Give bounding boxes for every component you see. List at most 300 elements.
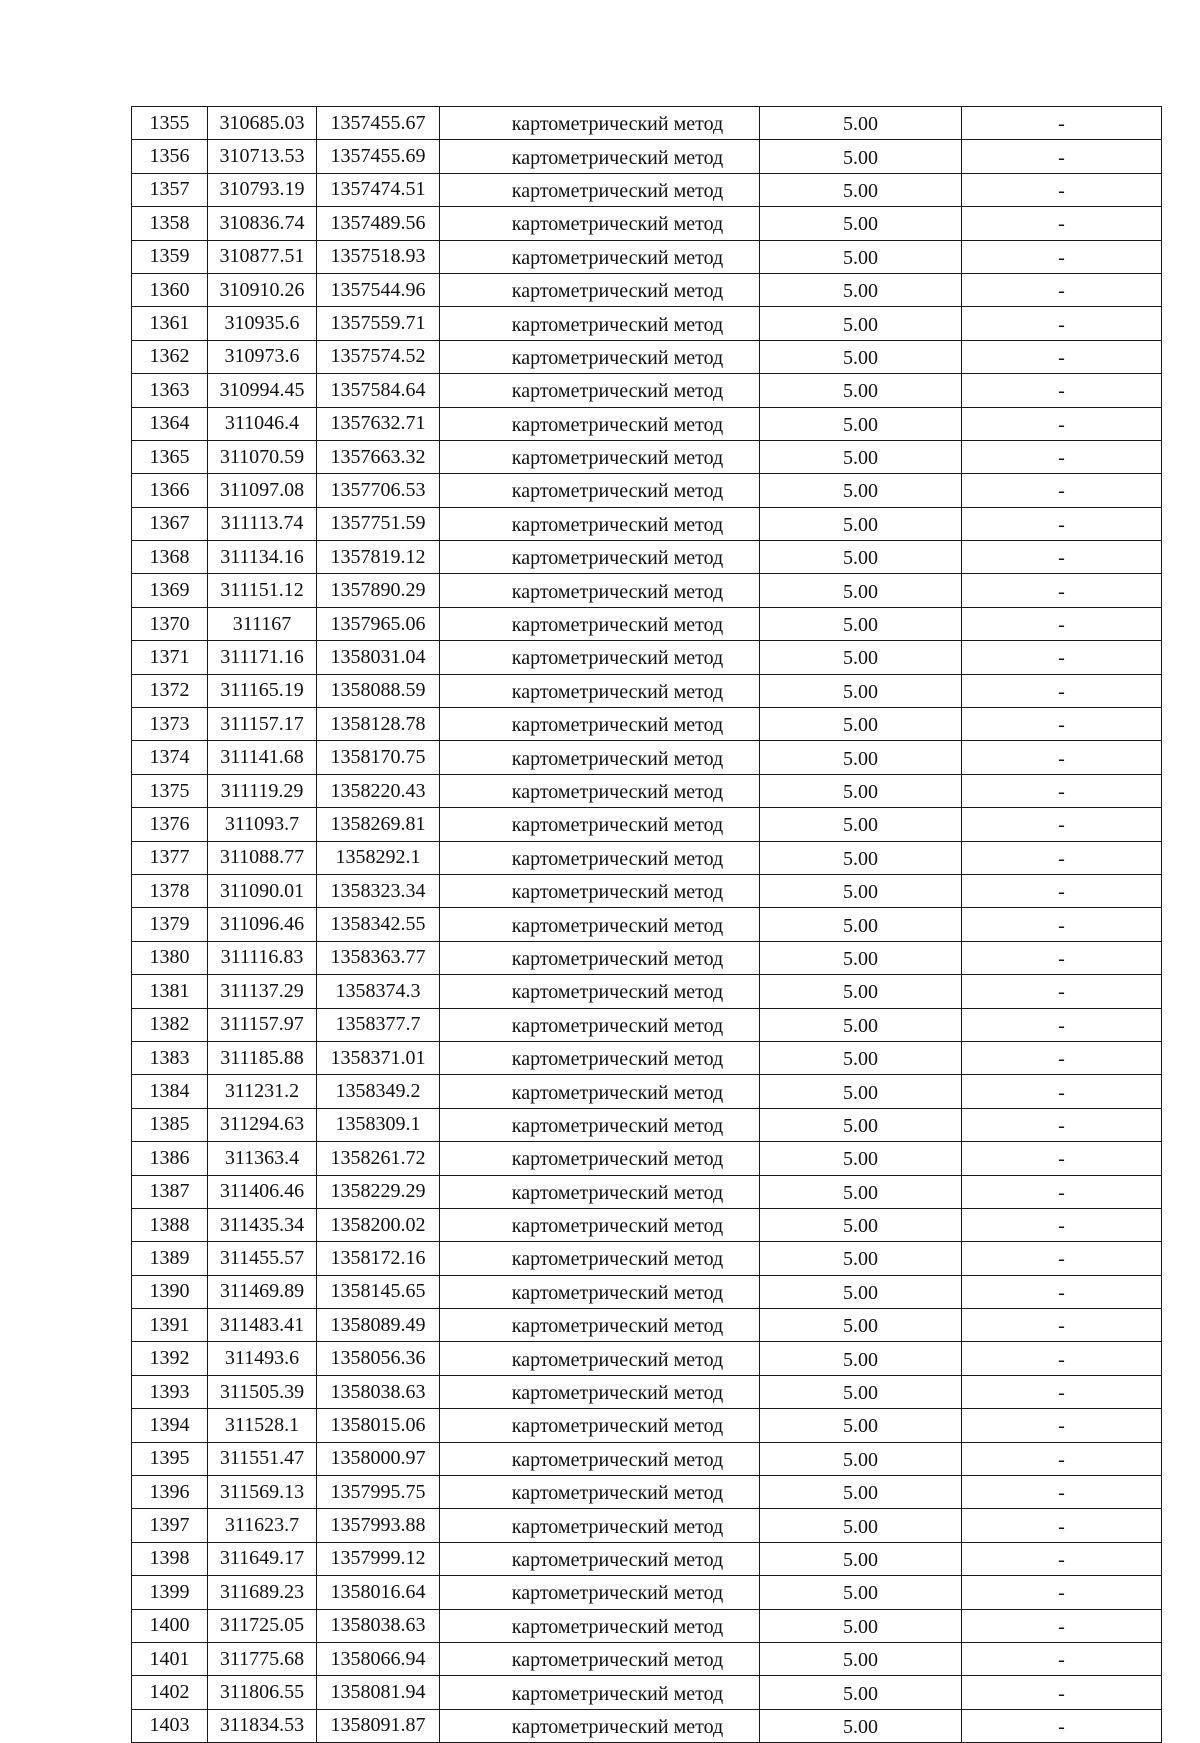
y-coordinate-cell: 1358220.43: [317, 774, 440, 807]
x-coordinate-cell: 311231.2: [208, 1075, 317, 1108]
y-coordinate-cell: 1358031.04: [317, 641, 440, 674]
y-coordinate-cell: 1358200.02: [317, 1208, 440, 1241]
y-coordinate-cell: 1357584.64: [317, 374, 440, 407]
table-row: [132, 207, 1162, 240]
x-coordinate-cell: 311096.46: [208, 908, 317, 941]
table-row: [132, 1309, 1162, 1342]
accuracy-cell: 5.00: [760, 240, 962, 273]
note-cell: -: [962, 107, 1162, 140]
table-row: [132, 1642, 1162, 1675]
x-coordinate-cell: 310973.6: [208, 340, 317, 373]
x-coordinate-cell: 311167: [208, 607, 317, 640]
note-cell: -: [962, 908, 1162, 941]
table-row: [132, 407, 1162, 440]
note-cell: -: [962, 1442, 1162, 1475]
point-number-cell: 1368: [132, 541, 208, 574]
accuracy-cell: 5.00: [760, 1041, 962, 1074]
table-row: [132, 1275, 1162, 1308]
method-cell: картометрический метод: [440, 1041, 760, 1074]
point-number-cell: 1384: [132, 1075, 208, 1108]
point-number-cell: 1382: [132, 1008, 208, 1041]
note-cell: -: [962, 1242, 1162, 1275]
point-number-cell: 1362: [132, 340, 208, 373]
accuracy-cell: 5.00: [760, 808, 962, 841]
accuracy-cell: 5.00: [760, 641, 962, 674]
table-row: [132, 1609, 1162, 1642]
method-cell: картометрический метод: [440, 307, 760, 340]
point-number-cell: 1364: [132, 407, 208, 440]
note-cell: -: [962, 1175, 1162, 1208]
x-coordinate-cell: 311483.41: [208, 1309, 317, 1342]
y-coordinate-cell: 1358128.78: [317, 708, 440, 741]
method-cell: картометрический метод: [440, 574, 760, 607]
x-coordinate-cell: 311116.83: [208, 941, 317, 974]
note-cell: -: [962, 1008, 1162, 1041]
note-cell: -: [962, 941, 1162, 974]
method-cell: картометрический метод: [440, 1609, 760, 1642]
y-coordinate-cell: 1357965.06: [317, 607, 440, 640]
note-cell: -: [962, 273, 1162, 306]
table-row: [132, 1075, 1162, 1108]
table-row: [132, 1542, 1162, 1575]
x-coordinate-cell: 310836.74: [208, 207, 317, 240]
y-coordinate-cell: 1358091.87: [317, 1709, 440, 1742]
table-row: [132, 440, 1162, 473]
y-coordinate-cell: 1358172.16: [317, 1242, 440, 1275]
table-row: [132, 641, 1162, 674]
table-row: [132, 1008, 1162, 1041]
accuracy-cell: 5.00: [760, 140, 962, 173]
table-row: [132, 340, 1162, 373]
method-cell: картометрический метод: [440, 1476, 760, 1509]
accuracy-cell: 5.00: [760, 440, 962, 473]
point-number-cell: 1357: [132, 173, 208, 206]
point-number-cell: 1356: [132, 140, 208, 173]
x-coordinate-cell: 311806.55: [208, 1676, 317, 1709]
x-coordinate-cell: 311528.1: [208, 1409, 317, 1442]
x-coordinate-cell: 311623.7: [208, 1509, 317, 1542]
table-row: [132, 874, 1162, 907]
point-number-cell: 1370: [132, 607, 208, 640]
y-coordinate-cell: 1357559.71: [317, 307, 440, 340]
note-cell: -: [962, 1709, 1162, 1742]
accuracy-cell: 5.00: [760, 607, 962, 640]
point-number-cell: 1387: [132, 1175, 208, 1208]
table-row: [132, 908, 1162, 941]
method-cell: картометрический метод: [440, 273, 760, 306]
table-row: [132, 1342, 1162, 1375]
table-row: [132, 574, 1162, 607]
x-coordinate-cell: 311157.97: [208, 1008, 317, 1041]
note-cell: -: [962, 340, 1162, 373]
accuracy-cell: 5.00: [760, 874, 962, 907]
coordinates-table-body: [132, 107, 1162, 1743]
x-coordinate-cell: 311455.57: [208, 1242, 317, 1275]
table-row: [132, 741, 1162, 774]
point-number-cell: 1366: [132, 474, 208, 507]
method-cell: картометрический метод: [440, 1509, 760, 1542]
note-cell: -: [962, 1542, 1162, 1575]
point-number-cell: 1396: [132, 1476, 208, 1509]
note-cell: -: [962, 1609, 1162, 1642]
note-cell: -: [962, 374, 1162, 407]
method-cell: картометрический метод: [440, 541, 760, 574]
accuracy-cell: 5.00: [760, 774, 962, 807]
point-number-cell: 1395: [132, 1442, 208, 1475]
accuracy-cell: 5.00: [760, 1676, 962, 1709]
point-number-cell: 1397: [132, 1509, 208, 1542]
note-cell: -: [962, 774, 1162, 807]
x-coordinate-cell: 311171.16: [208, 641, 317, 674]
y-coordinate-cell: 1358261.72: [317, 1142, 440, 1175]
point-number-cell: 1355: [132, 107, 208, 140]
note-cell: -: [962, 607, 1162, 640]
accuracy-cell: 5.00: [760, 708, 962, 741]
note-cell: -: [962, 1108, 1162, 1141]
note-cell: -: [962, 240, 1162, 273]
point-number-cell: 1369: [132, 574, 208, 607]
note-cell: -: [962, 1509, 1162, 1542]
y-coordinate-cell: 1358089.49: [317, 1309, 440, 1342]
note-cell: -: [962, 507, 1162, 540]
accuracy-cell: 5.00: [760, 1075, 962, 1108]
y-coordinate-cell: 1358342.55: [317, 908, 440, 941]
note-cell: -: [962, 741, 1162, 774]
accuracy-cell: 5.00: [760, 1142, 962, 1175]
note-cell: -: [962, 1576, 1162, 1609]
accuracy-cell: 5.00: [760, 1442, 962, 1475]
accuracy-cell: 5.00: [760, 273, 962, 306]
y-coordinate-cell: 1358229.29: [317, 1175, 440, 1208]
y-coordinate-cell: 1358038.63: [317, 1375, 440, 1408]
x-coordinate-cell: 311185.88: [208, 1041, 317, 1074]
y-coordinate-cell: 1357544.96: [317, 273, 440, 306]
table-row: [132, 941, 1162, 974]
method-cell: картометрический метод: [440, 374, 760, 407]
x-coordinate-cell: 310935.6: [208, 307, 317, 340]
point-number-cell: 1385: [132, 1108, 208, 1141]
x-coordinate-cell: 311097.08: [208, 474, 317, 507]
x-coordinate-cell: 311119.29: [208, 774, 317, 807]
method-cell: картометрический метод: [440, 774, 760, 807]
note-cell: -: [962, 874, 1162, 907]
note-cell: -: [962, 1041, 1162, 1074]
y-coordinate-cell: 1358371.01: [317, 1041, 440, 1074]
y-coordinate-cell: 1358309.1: [317, 1108, 440, 1141]
x-coordinate-cell: 311469.89: [208, 1275, 317, 1308]
table-row: [132, 674, 1162, 707]
method-cell: картометрический метод: [440, 941, 760, 974]
y-coordinate-cell: 1357518.93: [317, 240, 440, 273]
x-coordinate-cell: 310994.45: [208, 374, 317, 407]
x-coordinate-cell: 311141.68: [208, 741, 317, 774]
y-coordinate-cell: 1357999.12: [317, 1542, 440, 1575]
note-cell: -: [962, 207, 1162, 240]
method-cell: картометрический метод: [440, 975, 760, 1008]
y-coordinate-cell: 1358170.75: [317, 741, 440, 774]
x-coordinate-cell: 311775.68: [208, 1642, 317, 1675]
point-number-cell: 1401: [132, 1642, 208, 1675]
y-coordinate-cell: 1358292.1: [317, 841, 440, 874]
point-number-cell: 1379: [132, 908, 208, 941]
x-coordinate-cell: 311088.77: [208, 841, 317, 874]
point-number-cell: 1391: [132, 1309, 208, 1342]
accuracy-cell: 5.00: [760, 1375, 962, 1408]
table-row: [132, 1242, 1162, 1275]
method-cell: картометрический метод: [440, 674, 760, 707]
note-cell: -: [962, 1142, 1162, 1175]
note-cell: -: [962, 307, 1162, 340]
point-number-cell: 1383: [132, 1041, 208, 1074]
method-cell: картометрический метод: [440, 140, 760, 173]
x-coordinate-cell: 311725.05: [208, 1609, 317, 1642]
point-number-cell: 1378: [132, 874, 208, 907]
method-cell: картометрический метод: [440, 173, 760, 206]
note-cell: -: [962, 1342, 1162, 1375]
table-row: [132, 240, 1162, 273]
accuracy-cell: 5.00: [760, 975, 962, 1008]
y-coordinate-cell: 1357632.71: [317, 407, 440, 440]
accuracy-cell: 5.00: [760, 1509, 962, 1542]
table-row: [132, 173, 1162, 206]
note-cell: -: [962, 140, 1162, 173]
x-coordinate-cell: 310877.51: [208, 240, 317, 273]
accuracy-cell: 5.00: [760, 674, 962, 707]
method-cell: картометрический метод: [440, 641, 760, 674]
table-row: [132, 708, 1162, 741]
point-number-cell: 1371: [132, 641, 208, 674]
y-coordinate-cell: 1357706.53: [317, 474, 440, 507]
table-row: [132, 774, 1162, 807]
table-row: [132, 507, 1162, 540]
method-cell: картометрический метод: [440, 1342, 760, 1375]
x-coordinate-cell: 311090.01: [208, 874, 317, 907]
point-number-cell: 1393: [132, 1375, 208, 1408]
method-cell: картометрический метод: [440, 874, 760, 907]
method-cell: картометрический метод: [440, 1075, 760, 1108]
note-cell: -: [962, 574, 1162, 607]
point-number-cell: 1399: [132, 1576, 208, 1609]
method-cell: картометрический метод: [440, 507, 760, 540]
accuracy-cell: 5.00: [760, 1609, 962, 1642]
y-coordinate-cell: 1357995.75: [317, 1476, 440, 1509]
note-cell: -: [962, 440, 1162, 473]
x-coordinate-cell: 311113.74: [208, 507, 317, 540]
accuracy-cell: 5.00: [760, 1208, 962, 1241]
point-number-cell: 1400: [132, 1609, 208, 1642]
x-coordinate-cell: 311294.63: [208, 1108, 317, 1141]
point-number-cell: 1373: [132, 708, 208, 741]
method-cell: картометрический метод: [440, 1108, 760, 1141]
note-cell: -: [962, 1375, 1162, 1408]
y-coordinate-cell: 1357663.32: [317, 440, 440, 473]
table-row: [132, 140, 1162, 173]
accuracy-cell: 5.00: [760, 741, 962, 774]
accuracy-cell: 5.00: [760, 1175, 962, 1208]
method-cell: картометрический метод: [440, 1375, 760, 1408]
point-number-cell: 1367: [132, 507, 208, 540]
y-coordinate-cell: 1358349.2: [317, 1075, 440, 1108]
accuracy-cell: 5.00: [760, 173, 962, 206]
note-cell: -: [962, 1642, 1162, 1675]
table-row: [132, 1409, 1162, 1442]
accuracy-cell: 5.00: [760, 507, 962, 540]
accuracy-cell: 5.00: [760, 1242, 962, 1275]
x-coordinate-cell: 311137.29: [208, 975, 317, 1008]
point-number-cell: 1390: [132, 1275, 208, 1308]
point-number-cell: 1359: [132, 240, 208, 273]
accuracy-cell: 5.00: [760, 1709, 962, 1742]
method-cell: картометрический метод: [440, 1175, 760, 1208]
method-cell: картометрический метод: [440, 741, 760, 774]
accuracy-cell: 5.00: [760, 374, 962, 407]
point-number-cell: 1377: [132, 841, 208, 874]
accuracy-cell: 5.00: [760, 1409, 962, 1442]
method-cell: картометрический метод: [440, 240, 760, 273]
x-coordinate-cell: 311551.47: [208, 1442, 317, 1475]
point-number-cell: 1380: [132, 941, 208, 974]
table-row: [132, 541, 1162, 574]
y-coordinate-cell: 1357751.59: [317, 507, 440, 540]
method-cell: картометрический метод: [440, 708, 760, 741]
accuracy-cell: 5.00: [760, 407, 962, 440]
point-number-cell: 1376: [132, 808, 208, 841]
table-row: [132, 1476, 1162, 1509]
point-number-cell: 1381: [132, 975, 208, 1008]
point-number-cell: 1358: [132, 207, 208, 240]
point-number-cell: 1389: [132, 1242, 208, 1275]
note-cell: -: [962, 1309, 1162, 1342]
y-coordinate-cell: 1357574.52: [317, 340, 440, 373]
x-coordinate-cell: 311493.6: [208, 1342, 317, 1375]
table-row: [132, 841, 1162, 874]
x-coordinate-cell: 311406.46: [208, 1175, 317, 1208]
table-row: [132, 607, 1162, 640]
y-coordinate-cell: 1357890.29: [317, 574, 440, 607]
table-row: [132, 273, 1162, 306]
y-coordinate-cell: 1358269.81: [317, 808, 440, 841]
method-cell: картометрический метод: [440, 340, 760, 373]
note-cell: -: [962, 1676, 1162, 1709]
table-row: [132, 1041, 1162, 1074]
method-cell: картометрический метод: [440, 607, 760, 640]
x-coordinate-cell: 311157.17: [208, 708, 317, 741]
table-row: [132, 1142, 1162, 1175]
accuracy-cell: 5.00: [760, 941, 962, 974]
y-coordinate-cell: 1358377.7: [317, 1008, 440, 1041]
accuracy-cell: 5.00: [760, 1275, 962, 1308]
note-cell: -: [962, 841, 1162, 874]
y-coordinate-cell: 1358088.59: [317, 674, 440, 707]
accuracy-cell: 5.00: [760, 1476, 962, 1509]
point-number-cell: 1403: [132, 1709, 208, 1742]
x-coordinate-cell: 311834.53: [208, 1709, 317, 1742]
x-coordinate-cell: 310685.03: [208, 107, 317, 140]
point-number-cell: 1392: [132, 1342, 208, 1375]
accuracy-cell: 5.00: [760, 841, 962, 874]
y-coordinate-cell: 1358038.63: [317, 1609, 440, 1642]
x-coordinate-cell: 310910.26: [208, 273, 317, 306]
point-number-cell: 1360: [132, 273, 208, 306]
method-cell: картометрический метод: [440, 1542, 760, 1575]
note-cell: -: [962, 1208, 1162, 1241]
method-cell: картометрический метод: [440, 808, 760, 841]
x-coordinate-cell: 311165.19: [208, 674, 317, 707]
x-coordinate-cell: 310793.19: [208, 173, 317, 206]
method-cell: картометрический метод: [440, 207, 760, 240]
y-coordinate-cell: 1358000.97: [317, 1442, 440, 1475]
method-cell: картометрический метод: [440, 440, 760, 473]
y-coordinate-cell: 1357819.12: [317, 541, 440, 574]
y-coordinate-cell: 1358081.94: [317, 1676, 440, 1709]
method-cell: картометрический метод: [440, 1576, 760, 1609]
note-cell: -: [962, 474, 1162, 507]
point-number-cell: 1375: [132, 774, 208, 807]
point-number-cell: 1388: [132, 1208, 208, 1241]
note-cell: -: [962, 1476, 1162, 1509]
y-coordinate-cell: 1358066.94: [317, 1642, 440, 1675]
accuracy-cell: 5.00: [760, 1008, 962, 1041]
note-cell: -: [962, 407, 1162, 440]
method-cell: картометрический метод: [440, 474, 760, 507]
point-number-cell: 1402: [132, 1676, 208, 1709]
y-coordinate-cell: 1358363.77: [317, 941, 440, 974]
method-cell: картометрический метод: [440, 1409, 760, 1442]
y-coordinate-cell: 1357455.69: [317, 140, 440, 173]
method-cell: картометрический метод: [440, 1208, 760, 1241]
accuracy-cell: 5.00: [760, 574, 962, 607]
method-cell: картометрический метод: [440, 841, 760, 874]
accuracy-cell: 5.00: [760, 1309, 962, 1342]
table-row: [132, 1509, 1162, 1542]
accuracy-cell: 5.00: [760, 908, 962, 941]
table-row: [132, 1175, 1162, 1208]
y-coordinate-cell: 1357489.56: [317, 207, 440, 240]
point-number-cell: 1365: [132, 440, 208, 473]
x-coordinate-cell: 311505.39: [208, 1375, 317, 1408]
method-cell: картометрический метод: [440, 1142, 760, 1175]
x-coordinate-cell: 311435.34: [208, 1208, 317, 1241]
table-row: [132, 474, 1162, 507]
accuracy-cell: 5.00: [760, 307, 962, 340]
note-cell: -: [962, 541, 1162, 574]
table-row: [132, 1208, 1162, 1241]
x-coordinate-cell: 311070.59: [208, 440, 317, 473]
note-cell: -: [962, 1075, 1162, 1108]
y-coordinate-cell: 1358145.65: [317, 1275, 440, 1308]
note-cell: -: [962, 975, 1162, 1008]
y-coordinate-cell: 1357474.51: [317, 173, 440, 206]
x-coordinate-cell: 311649.17: [208, 1542, 317, 1575]
point-number-cell: 1363: [132, 374, 208, 407]
x-coordinate-cell: 311093.7: [208, 808, 317, 841]
method-cell: картометрический метод: [440, 1242, 760, 1275]
point-number-cell: 1394: [132, 1409, 208, 1442]
x-coordinate-cell: 311046.4: [208, 407, 317, 440]
coordinates-table: [131, 106, 1162, 1743]
note-cell: -: [962, 1409, 1162, 1442]
point-number-cell: 1386: [132, 1142, 208, 1175]
method-cell: картометрический метод: [440, 1676, 760, 1709]
method-cell: картометрический метод: [440, 1442, 760, 1475]
table-row: [132, 808, 1162, 841]
x-coordinate-cell: 311134.16: [208, 541, 317, 574]
note-cell: -: [962, 1275, 1162, 1308]
point-number-cell: 1372: [132, 674, 208, 707]
x-coordinate-cell: 311569.13: [208, 1476, 317, 1509]
table-row: [132, 1442, 1162, 1475]
y-coordinate-cell: 1357455.67: [317, 107, 440, 140]
